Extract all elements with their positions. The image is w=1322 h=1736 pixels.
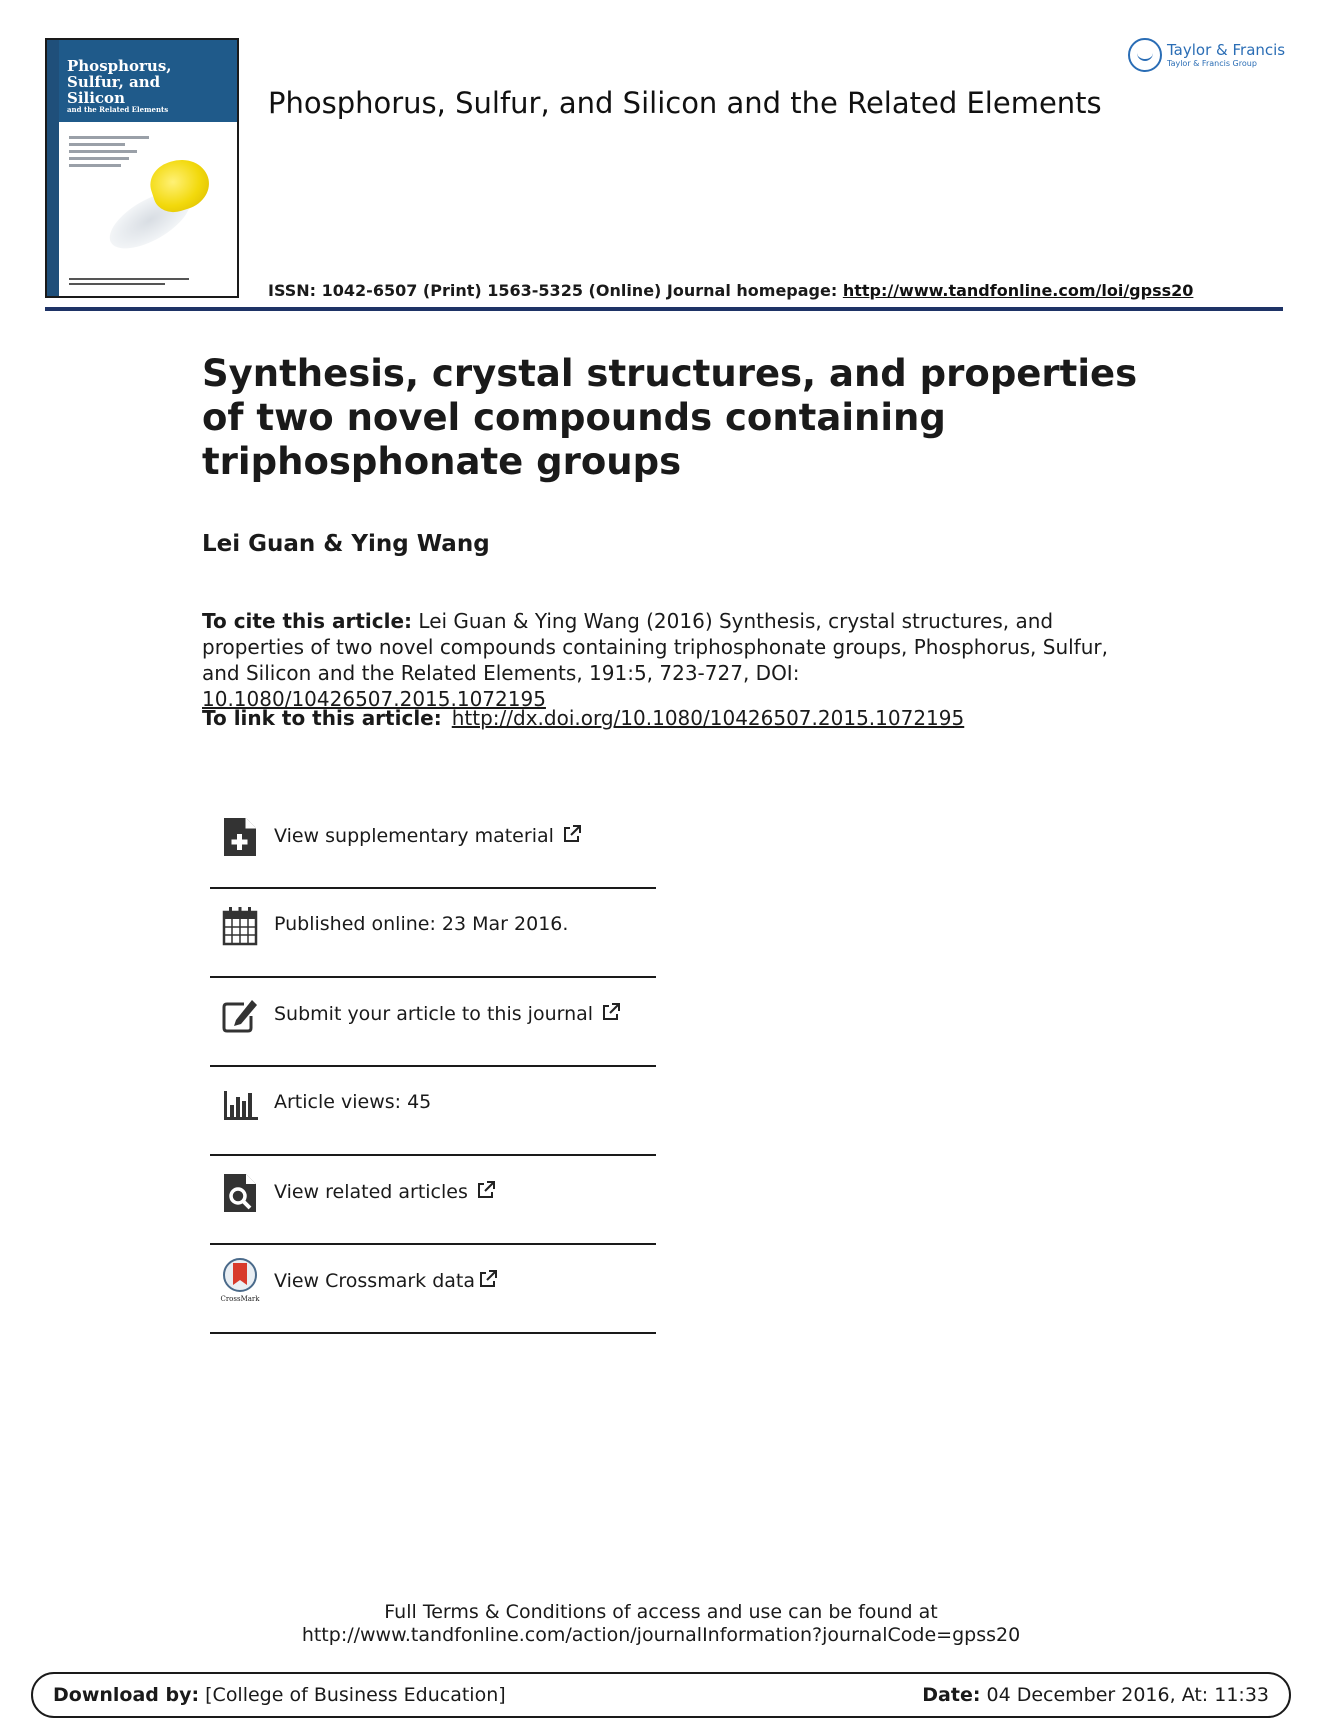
header-divider bbox=[45, 307, 1283, 311]
search-document-icon bbox=[222, 1172, 258, 1214]
publisher-group: Taylor & Francis Group bbox=[1167, 58, 1257, 68]
terms-line: Full Terms & Conditions of access and use can be found at bbox=[384, 1601, 938, 1623]
article-link-line bbox=[202, 706, 964, 730]
cover-title-line: Sulfur, and bbox=[67, 73, 161, 91]
cover-text-lines bbox=[69, 136, 149, 171]
crossmark-icon bbox=[220, 1257, 260, 1303]
cover-spine bbox=[47, 40, 59, 296]
doi-link[interactable]: 10.1080/10426507.2015.1072195 bbox=[202, 687, 546, 711]
cover-title-band bbox=[59, 40, 237, 122]
cite-text: Lei Guan & Ying Wang (2016) Synthesis, crystal structures, and properties of two novel compounds containing triphosphonate groups, Phosphorus, Sulfur, and Silicon and the Related Elements, 191:5, 723-727, DOI: bbox=[202, 609, 1108, 685]
cover-title-line: Silicon bbox=[67, 89, 125, 107]
download-by: Download by: [College of Business Education] bbox=[53, 1684, 506, 1706]
publisher-name: Taylor & Francis bbox=[1167, 40, 1286, 59]
cover-footer-lines bbox=[69, 278, 189, 288]
article-info-list bbox=[210, 800, 656, 1334]
calendar-icon bbox=[222, 905, 258, 947]
cite-label: To cite this article: bbox=[202, 609, 413, 633]
edit-icon bbox=[222, 994, 258, 1036]
external-link-icon bbox=[562, 824, 582, 844]
issn-text: ISSN: 1042-6507 (Print) 1563-5325 (Online) Journal homepage: bbox=[268, 281, 843, 300]
article-views-item bbox=[210, 1067, 656, 1156]
journal-title: Phosphorus, Sulfur, and Silicon and the Related Elements bbox=[268, 86, 1102, 120]
crossmark-caption: CrossMark bbox=[220, 1295, 260, 1303]
external-link-icon bbox=[478, 1269, 498, 1289]
journal-cover bbox=[45, 38, 239, 298]
crossmark-item[interactable] bbox=[210, 1245, 656, 1334]
info-item-label: View related articles bbox=[274, 1180, 496, 1203]
info-item-label: Published online: 23 Mar 2016. bbox=[274, 913, 569, 935]
download-date: Date: 04 December 2016, At: 11:33 bbox=[922, 1684, 1269, 1706]
external-link-icon bbox=[476, 1180, 496, 1200]
article-title: Synthesis, crystal structures, and properties of two novel compounds containing triphosphonate groups bbox=[202, 352, 1138, 483]
article-authors: Lei Guan & Ying Wang bbox=[202, 531, 490, 557]
link-label: To link to this article: bbox=[202, 706, 442, 730]
journal-homepage-link[interactable]: http://www.tandfonline.com/loi/gpss20 bbox=[842, 281, 1194, 300]
related-articles-item[interactable] bbox=[210, 1156, 656, 1245]
cover-title-line: Phosphorus, bbox=[67, 57, 172, 75]
info-item-label: Submit your article to this journal bbox=[274, 1002, 621, 1025]
published-online-item bbox=[210, 889, 656, 978]
download-info-bar bbox=[31, 1672, 1291, 1718]
bar-chart-icon bbox=[222, 1083, 258, 1125]
info-item-label: View supplementary material bbox=[274, 824, 582, 847]
info-item-label: View Crossmark data bbox=[274, 1269, 498, 1292]
citation-block bbox=[202, 608, 1142, 712]
external-link-icon bbox=[601, 1002, 621, 1022]
publisher-logo-icon bbox=[1128, 38, 1162, 72]
submit-article-item[interactable] bbox=[210, 978, 656, 1067]
supplementary-material-item[interactable] bbox=[210, 800, 656, 889]
issn-line bbox=[268, 281, 1193, 300]
terms-and-conditions bbox=[0, 1601, 1322, 1647]
article-doi-url-link[interactable]: http://dx.doi.org/10.1080/10426507.2015.1072195 bbox=[451, 706, 965, 730]
terms-url[interactable]: http://www.tandfonline.com/action/journalInformation?journalCode=gpss20 bbox=[301, 1624, 1021, 1646]
publisher-logo-block bbox=[1128, 38, 1285, 72]
cover-subtitle: and the Related Elements bbox=[67, 105, 169, 114]
supplementary-file-icon bbox=[222, 816, 258, 858]
info-item-label: Article views: 45 bbox=[274, 1091, 432, 1113]
